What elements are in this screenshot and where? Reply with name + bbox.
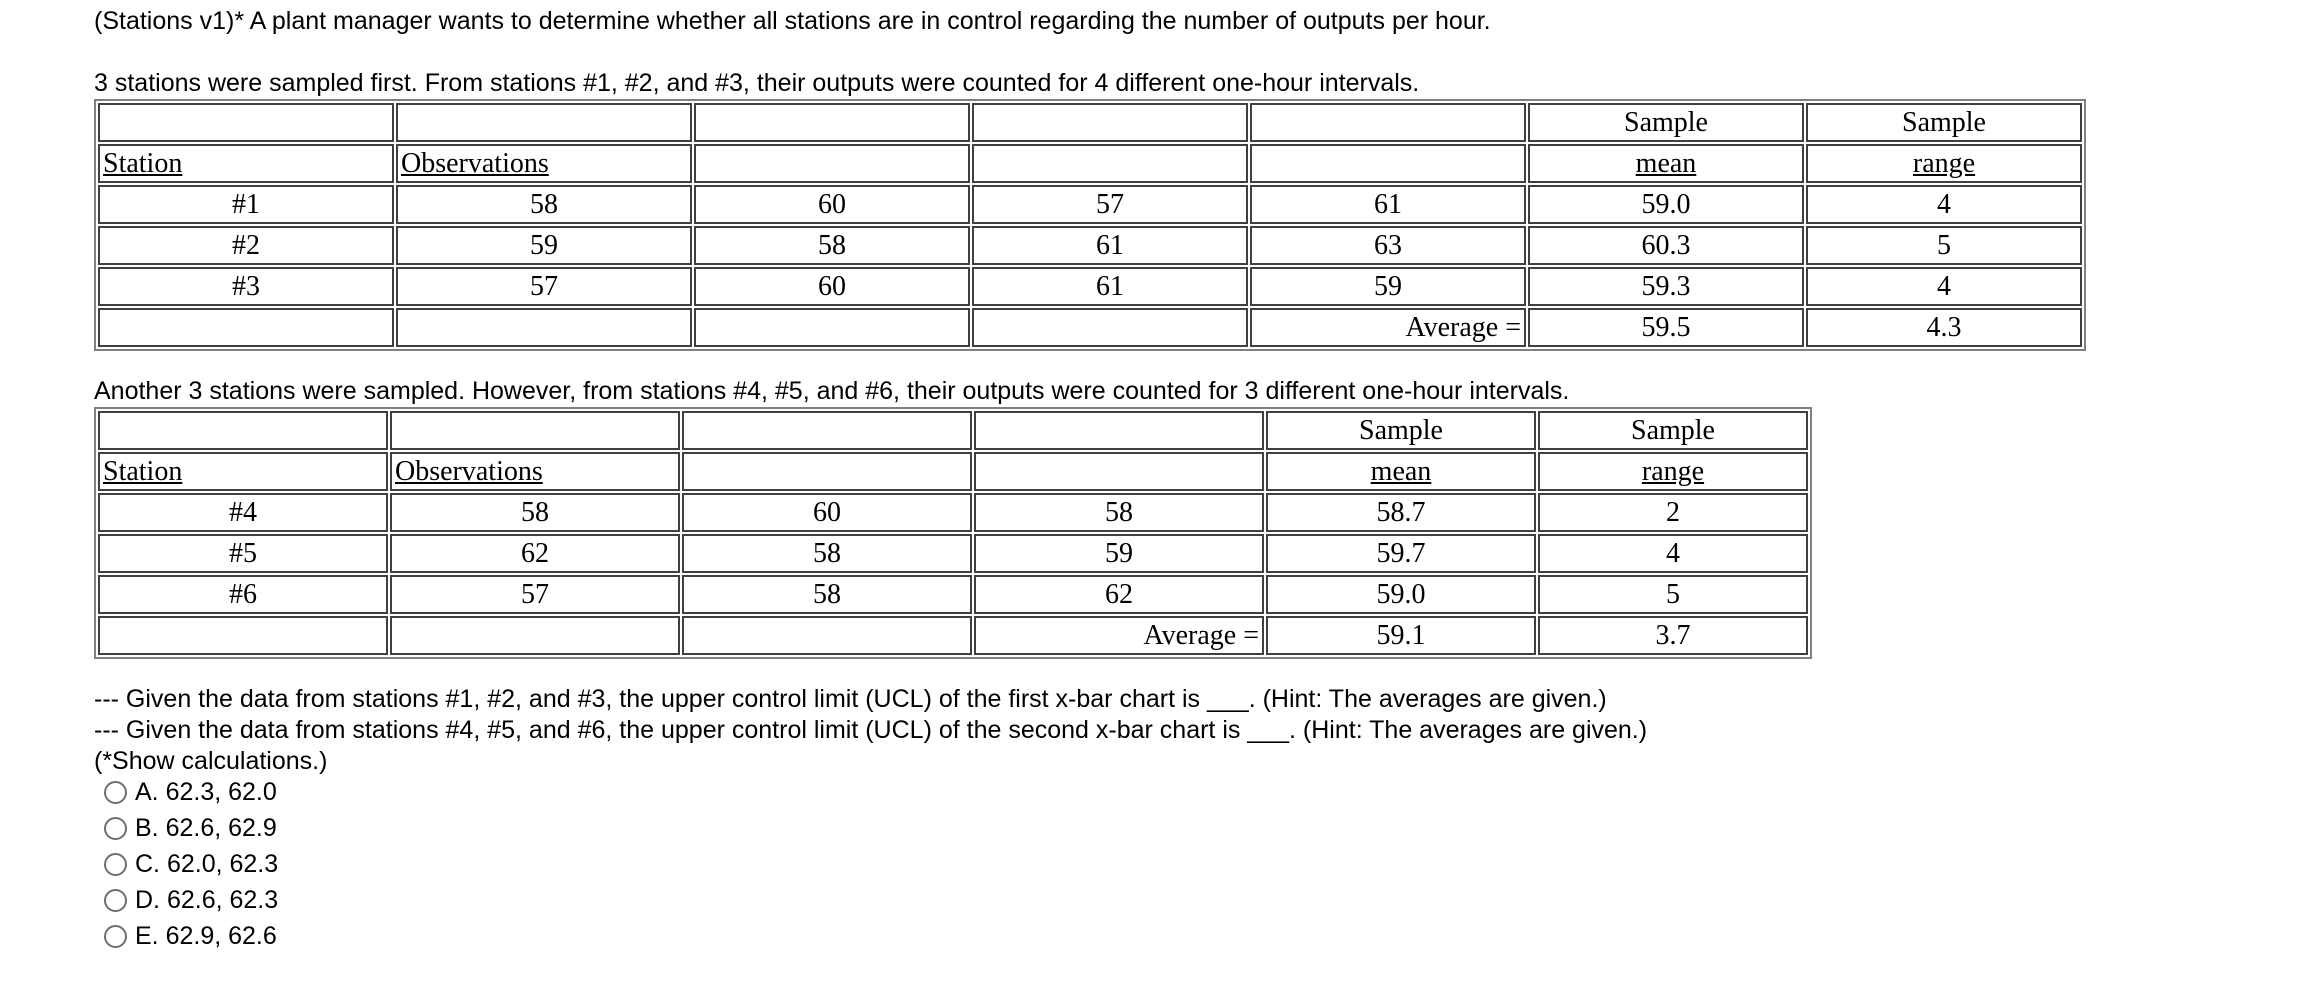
choice-letter: A. <box>135 777 159 806</box>
observation-cell: 59 <box>1250 267 1526 306</box>
average-row <box>98 308 2082 347</box>
average-row <box>98 616 1808 655</box>
show-calculations-note: (*Show calculations.) <box>94 747 328 775</box>
observation-cell: 62 <box>390 534 680 573</box>
observation-cell: 58 <box>974 493 1264 532</box>
choice-text: 62.3, 62.0 <box>165 777 277 806</box>
choice-b[interactable] <box>104 810 278 846</box>
range-cell: 5 <box>1538 575 1808 614</box>
empty-cell <box>694 103 970 142</box>
table-header-row <box>98 452 1808 491</box>
observation-cell: 59 <box>396 226 692 265</box>
empty-cell <box>682 452 972 491</box>
choice-letter: E. <box>135 921 159 950</box>
observation-cell: 57 <box>972 185 1248 224</box>
mean-cell: 60.3 <box>1528 226 1804 265</box>
choice-letter: B. <box>135 813 159 842</box>
average-label: Average = <box>1250 308 1526 347</box>
mean-cell: 59.0 <box>1528 185 1804 224</box>
empty-cell <box>682 411 972 450</box>
question-part-2: --- Given the data from stations #4, #5, and #6, the upper control limit (UCL) of the second x-bar chart is ___. (Hint: The averages are given.) <box>94 716 1648 744</box>
empty-cell <box>98 308 394 347</box>
empty-cell <box>396 308 692 347</box>
choice-text: 62.6, 62.9 <box>165 813 277 842</box>
answer-choices <box>104 774 278 954</box>
sample-mean-header-top: Sample <box>1528 103 1804 142</box>
question-title: (Stations v1)* A plant manager wants to determine whether all stations are in control regarding the number of outputs per hour. <box>94 7 1491 35</box>
observation-cell: 57 <box>396 267 692 306</box>
table-row <box>98 267 2082 306</box>
observation-cell: 58 <box>682 534 972 573</box>
observation-cell: 60 <box>694 267 970 306</box>
average-mean-cell: 59.1 <box>1266 616 1536 655</box>
observation-cell: 61 <box>972 226 1248 265</box>
observations-header: Observations <box>390 452 680 491</box>
observation-cell: 60 <box>682 493 972 532</box>
empty-cell <box>974 411 1264 450</box>
radio-button-icon[interactable] <box>104 817 127 840</box>
average-range-cell: 3.7 <box>1538 616 1808 655</box>
choice-e[interactable] <box>104 918 278 954</box>
sample-mean-header-top: Sample <box>1266 411 1536 450</box>
empty-cell <box>390 616 680 655</box>
empty-cell <box>682 616 972 655</box>
mean-cell: 59.3 <box>1528 267 1804 306</box>
average-mean-cell: 59.5 <box>1528 308 1804 347</box>
radio-button-icon[interactable] <box>104 889 127 912</box>
radio-button-icon[interactable] <box>104 853 127 876</box>
observation-cell: 58 <box>390 493 680 532</box>
observation-cell: 61 <box>1250 185 1526 224</box>
sample-mean-header: mean <box>1528 144 1804 183</box>
table-row <box>98 575 1808 614</box>
average-label: Average = <box>974 616 1264 655</box>
empty-cell <box>972 308 1248 347</box>
observation-cell: 58 <box>396 185 692 224</box>
stations-4-6-table <box>94 407 1812 659</box>
choice-c[interactable] <box>104 846 278 882</box>
choice-text: 62.9, 62.6 <box>165 921 277 950</box>
range-cell: 5 <box>1806 226 2082 265</box>
observation-cell: 63 <box>1250 226 1526 265</box>
table-header-row <box>98 103 2082 142</box>
table-row <box>98 534 1808 573</box>
station-cell: #5 <box>98 534 388 573</box>
range-cell: 2 <box>1538 493 1808 532</box>
range-cell: 4 <box>1806 267 2082 306</box>
empty-cell <box>694 308 970 347</box>
sample-range-header: range <box>1538 452 1808 491</box>
table-header-row <box>98 411 1808 450</box>
mean-cell: 58.7 <box>1266 493 1536 532</box>
choice-d[interactable] <box>104 882 278 918</box>
radio-button-icon[interactable] <box>104 925 127 948</box>
question-part-1: --- Given the data from stations #1, #2, and #3, the upper control limit (UCL) of the first x-bar chart is ___. (Hint: The averages are given.) <box>94 685 1607 713</box>
empty-cell <box>98 103 394 142</box>
intro-first-stations: 3 stations were sampled first. From stations #1, #2, and #3, their outputs were counted for 4 different one-hour intervals. <box>94 69 1420 97</box>
choice-text: 62.0, 62.3 <box>166 849 279 878</box>
table-row <box>98 185 2082 224</box>
observation-cell: 62 <box>974 575 1264 614</box>
station-header: Station <box>98 452 388 491</box>
empty-cell <box>1250 103 1526 142</box>
table-row <box>98 226 2082 265</box>
observation-cell: 61 <box>972 267 1248 306</box>
observation-cell: 57 <box>390 575 680 614</box>
stations-1-3-table <box>94 99 2086 351</box>
observation-cell: 58 <box>682 575 972 614</box>
observation-cell: 58 <box>694 226 970 265</box>
station-header: Station <box>98 144 394 183</box>
intro-second-stations: Another 3 stations were sampled. However, from stations #4, #5, and #6, their outputs were counted for 3 different one-hour intervals. <box>94 377 1570 405</box>
sample-range-header: range <box>1806 144 2082 183</box>
empty-cell <box>694 144 970 183</box>
sample-mean-header: mean <box>1266 452 1536 491</box>
empty-cell <box>396 103 692 142</box>
mean-cell: 59.0 <box>1266 575 1536 614</box>
range-cell: 4 <box>1806 185 2082 224</box>
empty-cell <box>98 411 388 450</box>
choice-text: 62.6, 62.3 <box>166 885 279 914</box>
average-range-cell: 4.3 <box>1806 308 2082 347</box>
station-cell: #3 <box>98 267 394 306</box>
station-cell: #2 <box>98 226 394 265</box>
empty-cell <box>972 144 1248 183</box>
sample-range-header-top: Sample <box>1806 103 2082 142</box>
mean-cell: 59.7 <box>1266 534 1536 573</box>
observations-header: Observations <box>396 144 692 183</box>
station-cell: #1 <box>98 185 394 224</box>
empty-cell <box>390 411 680 450</box>
observation-cell: 60 <box>694 185 970 224</box>
empty-cell <box>1250 144 1526 183</box>
empty-cell <box>98 616 388 655</box>
range-cell: 4 <box>1538 534 1808 573</box>
station-cell: #4 <box>98 493 388 532</box>
choice-letter: C. <box>135 849 160 878</box>
radio-button-icon[interactable] <box>104 781 127 804</box>
choice-letter: D. <box>135 885 160 914</box>
empty-cell <box>972 103 1248 142</box>
observation-cell: 59 <box>974 534 1264 573</box>
empty-cell <box>974 452 1264 491</box>
choice-a[interactable] <box>104 774 278 810</box>
station-cell: #6 <box>98 575 388 614</box>
table-header-row <box>98 144 2082 183</box>
table-row <box>98 493 1808 532</box>
sample-range-header-top: Sample <box>1538 411 1808 450</box>
